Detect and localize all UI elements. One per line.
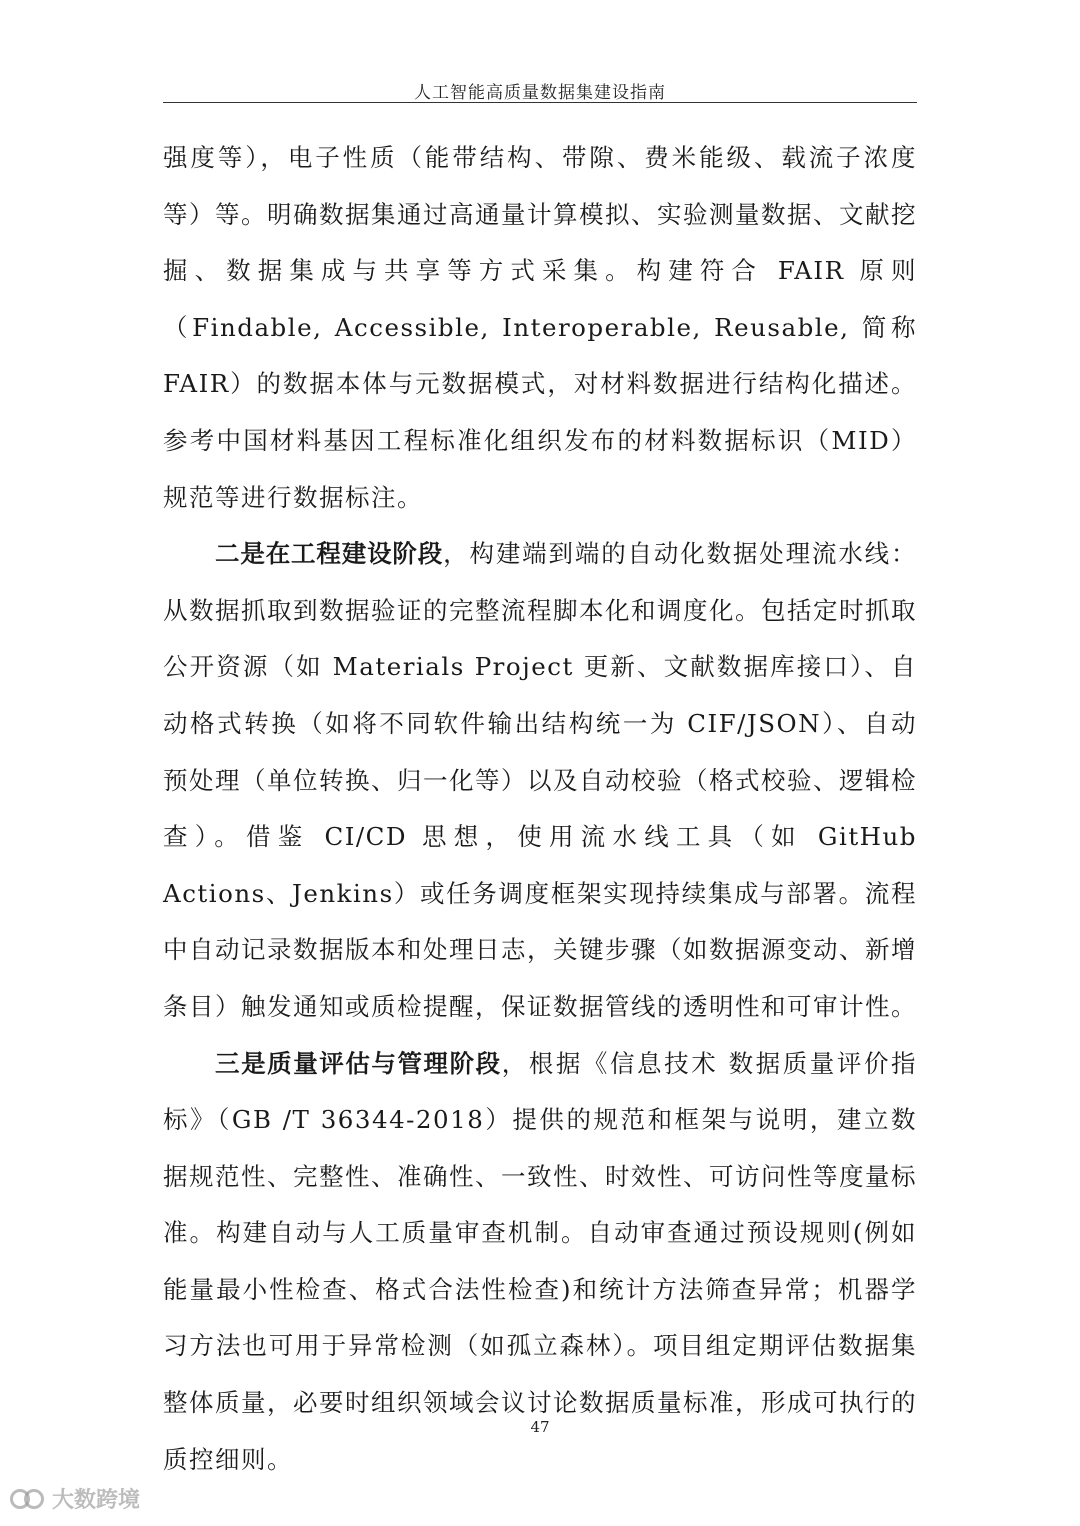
paragraph-materials-properties — [163, 130, 917, 526]
header-rule — [163, 102, 917, 103]
page-number: 47 — [530, 1418, 550, 1436]
paragraph-text: ，构建端到端的自动化数据处理流水线：从数据抓取到数据验证的完整流程脚本化和调度化。包括定时抓取公开资源（如 Materials Project 更新、文献数据库接口）、自动格式转换（如将不同软件输出结构统一为 CIF/JSON）、自动预处理（单位转换、归一化等）以及自动校验（格式校验、逻辑检查）。借鉴 CI/CD 思想，使用流水线工具（如 GitHub Actions、Jenkins）或任务调度框架实现持续集成与部署。流程中自动记录数据版本和处理日志，关键步骤（如数据源变动、新增条目）触发通知或质检提醒，保证数据管线的透明性和可审计性。 — [163, 539, 918, 1021]
paragraph-engineering-stage — [163, 526, 917, 1035]
running-header: 人工智能高质量数据集建设指南 — [414, 83, 666, 103]
watermark-text: 大数跨境 — [52, 1488, 141, 1513]
watermark-logo — [10, 1483, 140, 1514]
paragraph-lead: 三是质量评估与管理阶段 — [215, 1048, 502, 1078]
chat-bubbles-icon — [10, 1488, 46, 1510]
paragraph-text: 强度等），电子性质（能带结构、带隙、费米能级、载流子浓度等）等。明确数据集通过高通量计算模拟、实验测量数据、文献挖掘、数据集成与共享等方式采集。构建符合 FAIR 原则（Findable, Accessible, Interoperable, Reusable, 简称 FAIR）的数据本体与元数据模式，对材料数据进行结构化描述。参考中国材料基因工程标准化组织发布的材料数据标识（MID）规范等进行数据标注。 — [163, 143, 917, 512]
document-body — [163, 130, 917, 1488]
paragraph-lead: 二是在工程建设阶段 — [215, 539, 444, 569]
paragraph-text: ，根据《信息技术 数据质量评价指标》（GB /T 36344-2018）提供的规范和框架与说明，建立数据规范性、完整性、准确性、一致性、时效性、可访问性等度量标准。构建自动与人工质量审查机制。自动审查通过预设规则(例如能量最小性检查、格式合法性检查)和统计方法筛查异常；机器学习方法也可用于异常检测（如孤立森林）。项目组定期评估数据集整体质量，必要时组织领域会议讨论数据质量标准，形成可执行的质控细则。 — [163, 1048, 918, 1474]
